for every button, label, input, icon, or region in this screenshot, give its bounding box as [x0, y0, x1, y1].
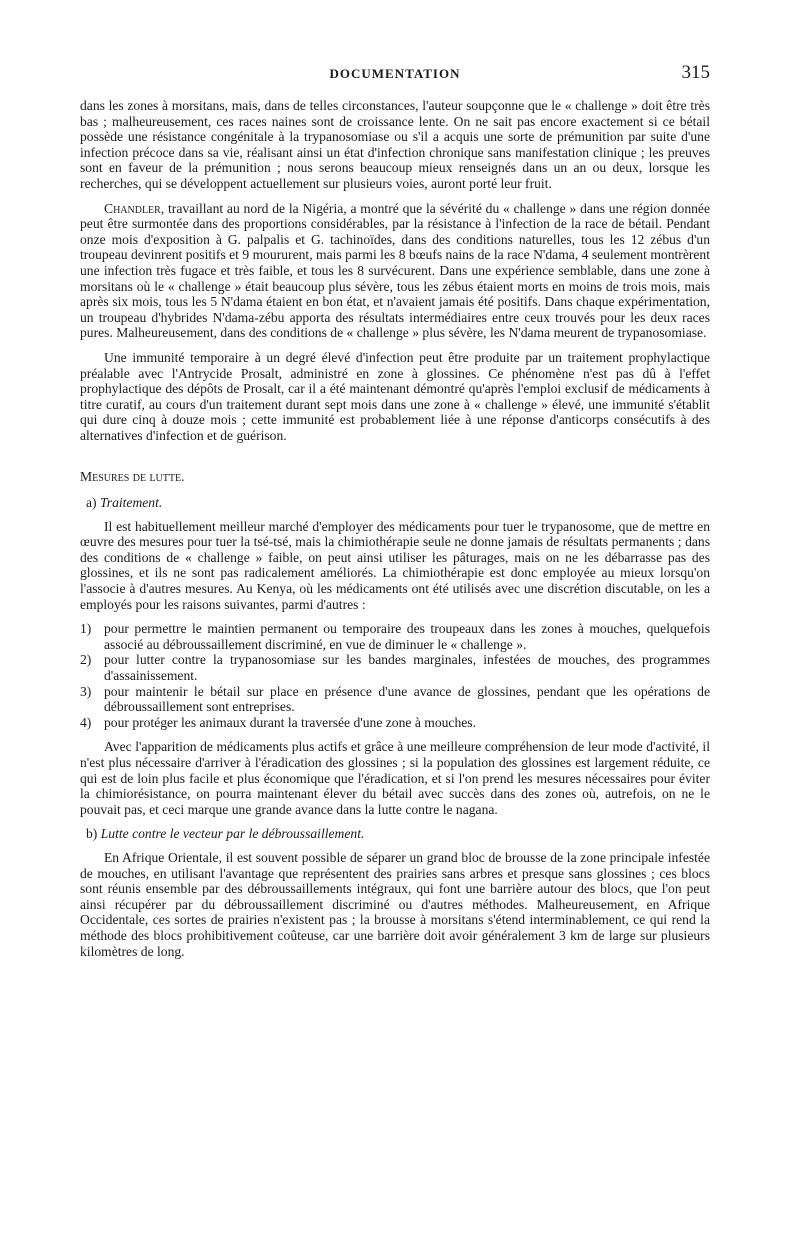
paragraph-6: En Afrique Orientale, il est souvent possible de séparer un grand bloc de brousse de la zone principale infestée de mouches, en utilisant l'avantage que représentent des prairies sans arbres et presque sans glossines ; ces blocs sont réunis ensemble par des débroussaillements intégraux, qui font une barrière autour des blocs, que l'on peut ainsi récupérer par du débroussaillement discriminé ou d'autres méthodes. Malheureusement, en Afrique Occidentale, ces sortes de prairies n'existent pas ; la brousse à morsitans s'étend interminablement, ce qui rend la méthode des blocs prohibitivement coûteuse, car une barrière doit avoir généralement 3 km de large sur plusieurs kilomètres de long.	[80, 849, 710, 959]
reasons-list	[80, 621, 710, 730]
paragraph-5: Avec l'apparition de médicaments plus actifs et grâce à une meilleure compréhension de leur mode d'activité, il n'est plus nécessaire d'arriver à l'éradication des glossines ; si la population des glossines est largement réduite, ce qui est de loin plus facile et plus économique que l'éradication, et si l'on prend les mesures nécessaires pour éviter la chimiorésistance, on pourra maintenant élever du bétail avec succès dans des zones où, autrefois, on ne le pouvait pas, et ceci marque une grande avance dans la lutte contre le nagana.	[80, 739, 710, 817]
page-header	[80, 62, 710, 86]
paragraph-1: dans les zones à morsitans, mais, dans de telles circonstances, l'auteur soupçonne que le « challenge » doit être très bas ; malheureusement, ces races naines sont de croissance lente. On ne sait pas encore exactement si ce bétail possède une résistance congénitale à la trypanosomiase ou s'il a acquis une sorte de prémunition par suite d'une infection précoce dans sa vie, réalisant ainsi un état d'infection chronique sans manifestation clinique ; les preuves sont en faveur de la prémunition ; nous serons beaucoup mieux renseignés dans un an ou deux, lorsque les recherches, qui se développent actuellement sur plusieurs voies, auront porté leur fruit.	[80, 98, 710, 191]
paragraph-2	[80, 201, 710, 341]
subheading-b	[80, 826, 710, 842]
list-item-number: 2)	[80, 652, 92, 668]
list-item-text: pour maintenir le bétail sur place en présence d'une avance de glossines, pendant que les opérations de débroussaillement sont entreprises.	[104, 683, 710, 715]
list-item-number: 3)	[80, 683, 92, 699]
subheading-b-number: b)	[86, 826, 98, 842]
list-item	[80, 684, 710, 715]
list-item	[80, 621, 710, 652]
list-item	[80, 652, 710, 683]
page-body	[80, 98, 710, 968]
list-item-text: pour permettre le maintien permanent ou temporaire des troupeaux dans les zones à mouches, quelquefois associé au débroussaillement discriminé, en vue de diminuer le « challenge ».	[104, 621, 710, 652]
subheading-a-title: Traitement.	[99, 495, 163, 511]
section-heading: Mesures de lutte.	[80, 469, 185, 485]
page-number: 315	[681, 62, 710, 83]
paragraph-3: Une immunité temporaire à un degré élevé d'infection peut être produite par un traitement prophylactique préalable avec l'Antrycide Prosalt, administré en zone à glossines. Ce phénomène n'est pas dû à l'effet prophylactique des dépôts de Prosalt, car il a été maintenant démontré qu'après l'emploi exclusif de médicaments à titre curatif, au cours d'un traitement durant sept mois dans une zone à « challenge » élevé, une immunité s'établit qui dure cinq à douze mois ; cette immunité est probablement liée à une réponse d'anticorps consécutifs à des alternatives d'infection et de guérison.	[80, 349, 710, 443]
subheading-a-number: a)	[86, 495, 97, 511]
list-item	[80, 715, 710, 731]
paragraph-2-text: , travaillant au nord de la Nigéria, a montré que la sévérité du « challenge » dans une région donnée peut être surmontée dans des proportions considérables, par la résistance à l'infection de la race de bétail. Pendant onze mois d'exposition à G. palpalis et G. tachinoïdes, dans des conditions naturelles, tous les 12 zébus d'un troupeau devinrent positifs et 9 moururent, mais parmi les 8 bœufs nains de la race N'dama, 4 seulement montrèrent une infection très fugace et très faible, et tous les 8 survécurent. Dans une expérience semblable, dans une zone à morsitans où le « challenge » était beaucoup plus sévère, tous les zébus étaient morts en moins de trois mois, mais après six mois, tous les 5 N'dama étaient en bon état, et n'avaient jamais été positifs. Dans chaque expérimentation, un troupeau d'hybrides N'dama-zébu apporta des résultats intermédiaires entre ceux trouvés pour les deux races pures. Malheureusement, dans des conditions de « challenge » plus sévère, les N'dama meurent de trypanosomiase.	[80, 200, 710, 341]
author-name: Chandler	[104, 200, 161, 216]
list-item-text: pour protéger les animaux durant la traversée d'une zone à mouches.	[104, 714, 476, 730]
subheading-a	[80, 495, 710, 511]
subheading-b-title: Lutte contre le vecteur par le débroussaillement.	[100, 826, 365, 842]
list-item-number: 4)	[80, 714, 92, 730]
running-head: DOCUMENTATION	[329, 66, 461, 81]
list-item-text: pour lutter contre la trypanosomiase sur les bandes marginales, infestées de mouches, des programmes d'assainissement.	[104, 652, 710, 683]
paragraph-4: Il est habituellement meilleur marché d'employer des médicaments pour tuer le trypanosome, que de mettre en œuvre des mesures pour tuer la tsé-tsé, mais la chimiothérapie seule ne donne jamais de résultats permanents ; dans des conditions de « challenge » faible, on peut ainsi utiliser les pâturages, mais on ne les débarrasse pas des glossines, et ils ne sont pas radicalement améliorés. La chimiothérapie est donc employée au mieux lorsqu'on l'associe à d'autres mesures. Au Kenya, où les médicaments ont été utilisés avec une discrétion discutable, on les a employés pour les raisons suivantes, parmi d'autres :	[80, 518, 710, 612]
list-item-number: 1)	[80, 621, 92, 637]
